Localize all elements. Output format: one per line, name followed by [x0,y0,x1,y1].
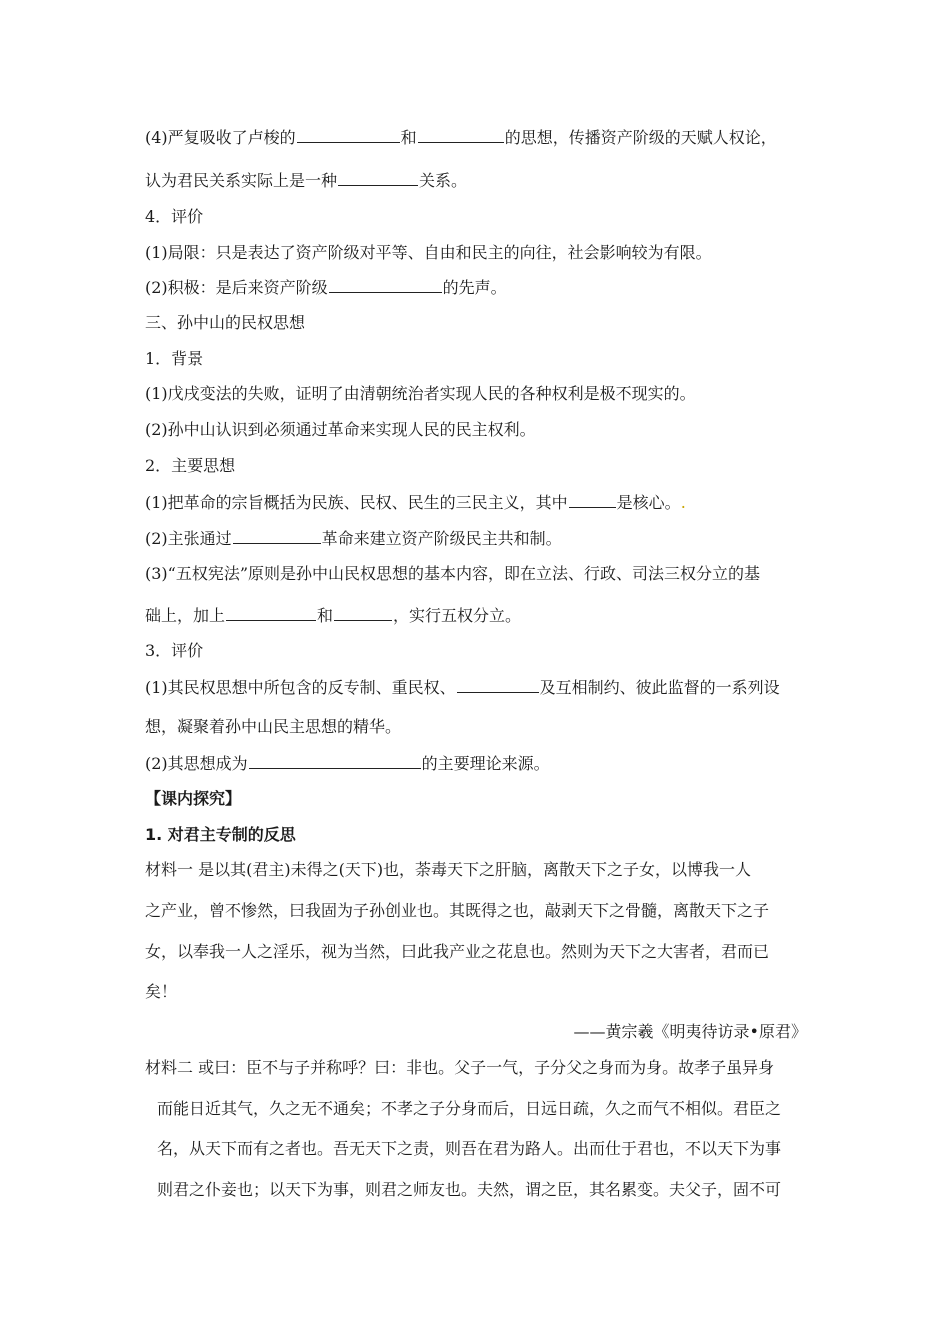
material-line: 则君之仆妾也；以天下为事，则君之师友也。夫然，谓之臣，其名累变。夫父子，固不可 [157,1180,782,1199]
fill-blank[interactable] [297,127,400,143]
text-line: (2)主张通过 革命来建立资产阶级民主共和制。 [145,529,562,548]
material-line: 材料一 是以其(君主)未得之(天下)也，荼毒天下之肝脑，离散天下之子女，以博我一人 [145,860,752,879]
text-line: (1)把革命的宗旨概括为民族、民权、民生的三民主义，其中 是核心。. [145,493,686,512]
text-line: (1)戊戌变法的失败，证明了由清朝统治者实现人民的各种权利是极不现实的。 [145,384,696,403]
material-line: 之产业，曾不惨然，曰我固为子孙创业也。其既得之也，敲剥天下之骨髓，离散天下之子 [145,901,770,920]
material-line: 矣！ [145,982,178,1001]
fill-blank[interactable] [226,605,316,621]
fill-blank[interactable] [334,605,392,621]
material-line: 名，从天下而有之者也。吾无天下之责，则吾在君为路人。出而仕于君也，不以天下为事 [157,1139,782,1158]
section-heading: 3．评价 [145,641,204,660]
text-line: 础上，加上 和 ，实行五权分立。 [145,606,522,625]
text-line: (2)其思想成为 的主要理论来源。 [145,754,550,773]
section-heading: 4．评价 [145,207,204,226]
fill-blank[interactable] [418,127,504,143]
fill-blank[interactable] [338,170,418,186]
text-line: (2)孙中山认识到必须通过革命来实现人民的民主权利。 [145,420,536,439]
text-line: (1)其民权思想中所包含的反专制、重民权、 及互相制约、彼此监督的一系列设 [145,678,780,697]
fill-blank[interactable] [249,753,421,769]
topic-heading: 1. 对君主专制的反思 [145,825,296,844]
text-line: (1)局限：只是表达了资产阶级对平等、自由和民主的向往，社会影响较为有限。 [145,243,712,262]
fill-blank[interactable] [233,528,321,544]
text-line: 认为君民关系实际上是一种 关系。 [145,171,468,190]
material-line: 而能日近其气，久之无不通矣；不孝之子分身而后，日远日疏，久之而气不相似。君臣之 [157,1099,782,1118]
section-heading: 1．背景 [145,349,204,368]
mark-dot: . [680,493,686,512]
section-heading: 三、孙中山的民权思想 [145,313,306,332]
text-line: (3)“五权宪法”原则是孙中山民权思想的基本内容，即在立法、行政、司法三权分立的基 [145,564,761,583]
material-source: ——黄宗羲《明夷待访录•原君》 [573,1022,807,1041]
fill-blank[interactable] [569,492,616,508]
fill-blank[interactable] [329,277,442,293]
text-line: (2)积极：是后来资产阶级 的先声。 [145,278,507,297]
material-line: 材料二 或曰：臣不与子并称呼？曰：非也。父子一气，子分父之身而为身。故孝子虽异身 [145,1058,775,1077]
exploration-heading: 【课内探究】 [145,789,242,808]
text-line: 想，凝聚着孙中山民主思想的精华。 [145,717,402,736]
material-line: 女，以奉我一人之淫乐，视为当然，曰此我产业之花息也。然则为天下之大害者，君而已 [145,942,770,961]
text-line: (4)严复吸收了卢梭的 和 的思想，传播资产阶级的天赋人权论， [145,128,777,147]
section-heading: 2．主要思想 [145,456,236,475]
fill-blank[interactable] [457,677,539,693]
